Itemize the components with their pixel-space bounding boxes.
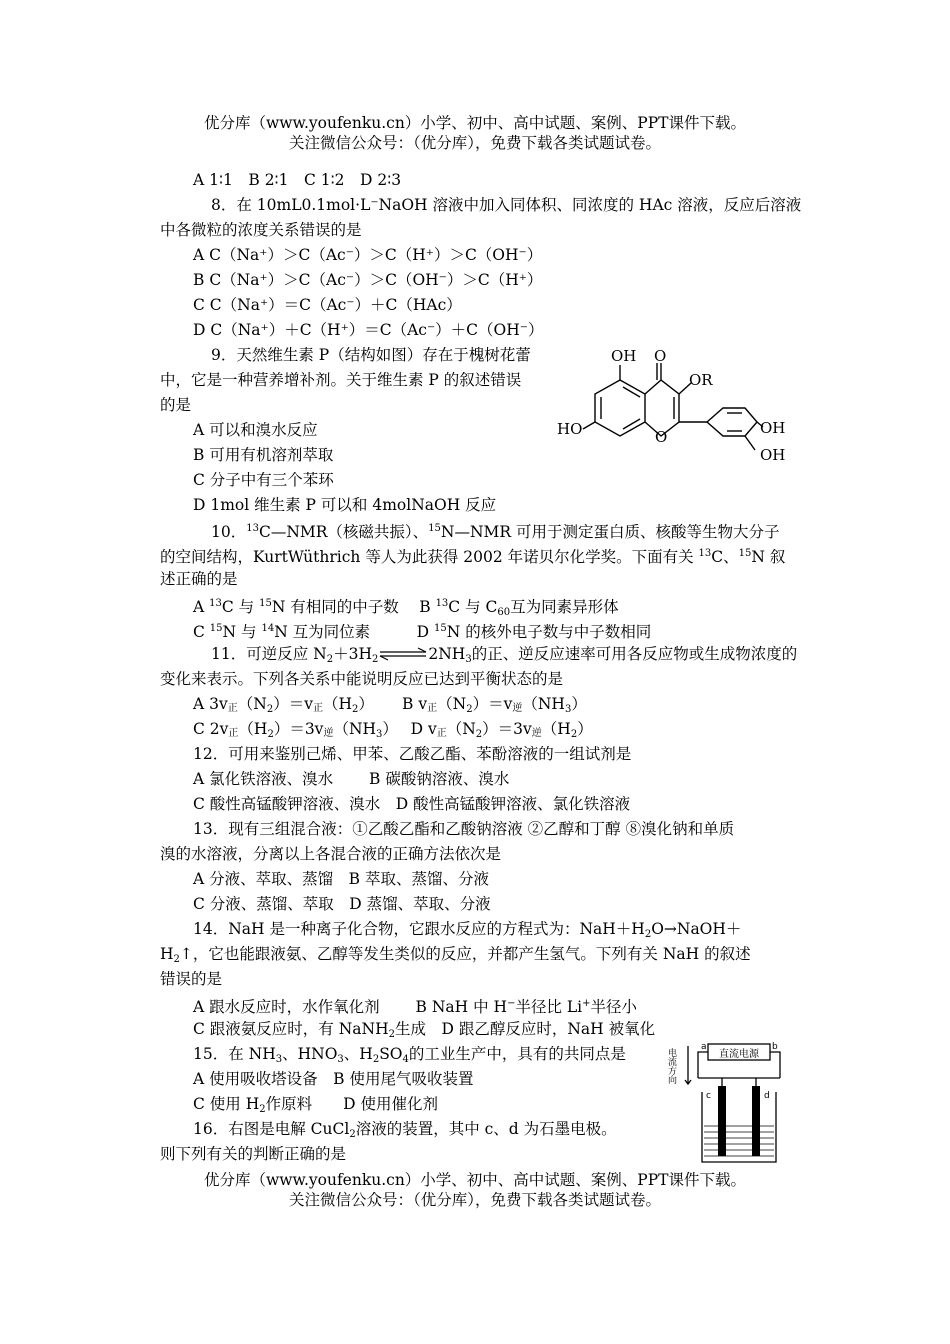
q8-option-b: B C（Na⁺）＞C（Ac⁻）＞C（OH⁻）＞C（H⁺） <box>193 271 543 289</box>
vitamin-p-structure <box>555 345 795 470</box>
q15-stem: 15．在 $NH_3$、$HNO_3$、$H_2SO_4$的工业生产中，具有的共同点是 <box>193 1045 626 1065</box>
q8-option-d: D C（Na⁺）＋C（H⁺）＝C（Ac⁻）＋C（OH⁻） <box>193 321 544 339</box>
q9-stem-1: 9．天然维生素 P（结构如图）存在于槐树花蕾 <box>211 346 531 364</box>
q11-stem-2: 变化来表示。下列各关系中能说明反应已达到平衡状态的是 <box>160 670 564 688</box>
oh-label-2: OH <box>760 419 786 437</box>
q9-option-c: C 分子中有三个苯环 <box>193 471 334 489</box>
equilibrium-arrow-icon <box>378 646 428 662</box>
q9-option-a: A 可以和溴水反应 <box>193 421 318 439</box>
q10-stem-1: 10．$^{13}$C—NMR（核磁共振）、$^{15}$N—NMR 可用于测定蛋白质、核酸等生物大分子 <box>211 523 780 541</box>
q8-stem-1: 8．在 10mL0.1mol·L⁻NaOH 溶液中加入同体积、同浓度的 HAc 溶液，反应后溶液 <box>211 196 802 214</box>
q16-stem-2: 则下列有关的判断正确的是 <box>160 1145 347 1163</box>
electrode-d <box>752 1086 760 1156</box>
terminal-b-label: b <box>772 1042 778 1052</box>
q10-stem-2: 的空间结构，KurtWüthrich 等人为此获得 2002 年诺贝尔化学奖。下面有关 $^{13}$C、$^{15}$N 叙 <box>160 548 786 566</box>
q12-stem: 12．可用来鉴别己烯、甲苯、乙酸乙酯、苯酚溶液的一组试剂是 <box>193 745 632 763</box>
q15-options-cd: C 使用 $H_2$作原料 D 使用催化剂 <box>193 1095 438 1115</box>
q14-stem-1: 14．NaH 是一种离子化合物，它跟水反应的方程式为：$NaH+H_2O\to NaOH+$ <box>193 920 742 940</box>
footer-line-2: 关注微信公众号：（优分库），免费下载各类试题试卷。 <box>288 1191 661 1209</box>
electrolysis-apparatus <box>668 1036 798 1176</box>
power-label: 直流电源 <box>719 1049 759 1060</box>
q10-options-ab: A $^{13}$C 与 $^{15}$N 有相同的中子数 B $^{13}$C 与 $C_{60}$互为同素异形体 <box>193 598 619 618</box>
q13-options-cd: C 分液、蒸馏、萃取 D 蒸馏、萃取、分液 <box>193 895 491 913</box>
q12-options-ab: A 氯化铁溶液、溴水 B 碳酸钠溶液、溴水 <box>193 770 510 788</box>
q8-option-a: A C（Na⁺）＞C（Ac⁻）＞C（H⁺）＞C（OH⁻） <box>193 246 543 264</box>
q9-option-b: B 可用有机溶剂萃取 <box>193 446 334 464</box>
q11-options-cd: C 2v正$(H_2)=3v$逆$(NH_3)$ D v正$(N_2)=3v$逆$(H_2)$ <box>193 720 593 740</box>
q9-stem-2: 中，它是一种营养增补剂。关于维生素 P 的叙述错误 <box>160 371 522 389</box>
electrode-c-label: c <box>706 1091 711 1101</box>
q8-option-c: C C（Na⁺）＝C（Ac⁻）＋C（HAc） <box>193 296 462 314</box>
ring-o-label: O <box>655 428 668 446</box>
q10-options-cd: C $^{15}$N 与 $^{14}$N 互为同位素 D $^{15}$N 的核外电子数与中子数相同 <box>193 623 652 641</box>
q13-options-ab: A 分液、萃取、蒸馏 B 萃取、蒸馏、分液 <box>193 870 489 888</box>
q13-stem-2: 溴的水溶液，分离以上各混合液的正确方法依次是 <box>160 845 502 863</box>
q14-stem-3: 错误的是 <box>160 970 223 988</box>
carbonyl-o-label: O <box>654 347 667 365</box>
q9-option-d: D 1mol 维生素 P 可以和 4molNaOH 反应 <box>193 496 497 514</box>
q8-stem-2: 中各微粒的浓度关系错误的是 <box>160 221 362 239</box>
terminal-a-label: a <box>701 1042 707 1052</box>
q14-options-cd: C 跟液氨反应时，有 NaNH$_2$生成 D 跟乙醇反应时，NaH 被氧化 <box>193 1020 656 1040</box>
footer-line-1: 优分库（www.youfenku.cn）小学、初中、高中试题、案例、PPT课件下载。 <box>203 1171 747 1189</box>
q14-options-ab: A 跟水反应时，水作氧化剂 B NaH 中 H−半径比 Li+半径小 <box>193 998 638 1016</box>
q10-stem-3: 述正确的是 <box>160 570 238 588</box>
q12-options-cd: C 酸性高锰酸钾溶液、溴水 D 酸性高锰酸钾溶液、氯化铁溶液 <box>193 795 631 813</box>
electrode-c <box>718 1086 726 1156</box>
q14-stem-2: $H_2↑$，它也能跟液氨、乙醇等发生类似的反应，并都产生氢气。下列有关 NaH 的叙述 <box>160 945 751 965</box>
q9-stem-3: 的是 <box>160 396 192 414</box>
q11-stem-1: 11．可逆反应 $N_2+3H_2$ $2NH_3$的正、逆反应速率可用各反应物或生成物浓度的 <box>211 645 798 665</box>
header-line-1: 优分库（www.youfenku.cn）小学、初中、高中试题、案例、PPT课件下载。 <box>203 114 747 132</box>
or-label: OR <box>689 371 713 389</box>
q13-stem-1: 13．现有三组混合液：①乙酸乙酯和乙酸钠溶液 ②乙醇和丁醇 ⑧溴化钠和单质 <box>193 820 735 838</box>
q11-options-ab: A 3v正$(N_2)=v$正$(H_2)$ B v正$(N_2)=v$逆$(NH_3)$ <box>193 695 587 715</box>
header-line-2: 关注微信公众号：（优分库），免费下载各类试题试卷。 <box>288 134 661 152</box>
electrode-d-label: d <box>764 1091 770 1101</box>
ho-label: HO <box>557 420 583 438</box>
q7-options: A 1∶1 B 2∶1 C 1∶2 D 2∶3 <box>193 171 402 189</box>
q15-options-ab: A 使用吸收塔设备 B 使用尾气吸收装置 <box>193 1070 474 1088</box>
oh-label-3: OH <box>760 446 786 464</box>
q16-stem-1: 16．右图是电解 CuCl$_2$溶液的装置，其中 c、d 为石墨电极。 <box>193 1120 617 1140</box>
current-direction-label: 电流方向 <box>666 1048 676 1084</box>
oh-label-1: OH <box>611 347 637 365</box>
